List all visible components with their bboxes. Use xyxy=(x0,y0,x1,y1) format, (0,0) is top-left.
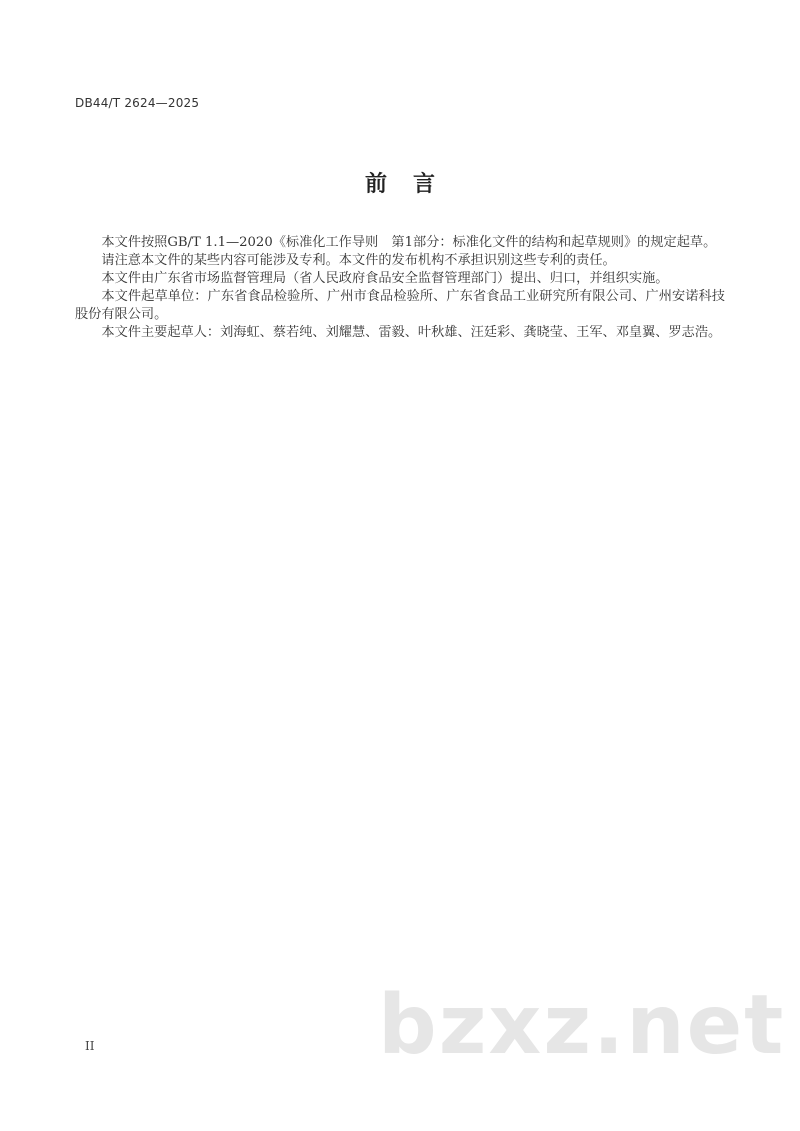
paragraph-drafting-units: 本文件起草单位：广东省食品检验所、广州市食品检验所、广东省食品工业研究所有限公司、广州安诺科技股份有限公司。 xyxy=(75,289,725,322)
paragraph-drafting-rules: 本文件按照GB/T 1.1—2020《标准化工作导则 第1部分：标准化文件的结构和起草规则》的规定起草。 xyxy=(101,235,717,250)
foreword-body xyxy=(75,234,725,342)
document-code: DB44/T 2624—2025 xyxy=(75,96,200,110)
page-title: 前言 xyxy=(364,172,461,197)
paragraph-drafters: 本文件主要起草人：刘海虹、蔡若纯、刘耀慧、雷毅、叶秋雄、汪廷彩、龚晓莹、王军、邓皇翼、罗志浩。 xyxy=(101,325,722,340)
paragraph-proposer: 本文件由广东省市场监督管理局（省人民政府食品安全监督管理部门）提出、归口，并组织实施。 xyxy=(101,271,669,286)
paragraph-patent-notice: 请注意本文件的某些内容可能涉及专利。本文件的发布机构不承担识别这些专利的责任。 xyxy=(101,253,616,268)
page-number: II xyxy=(85,1039,95,1053)
watermark: bzxz.net xyxy=(378,978,786,1073)
